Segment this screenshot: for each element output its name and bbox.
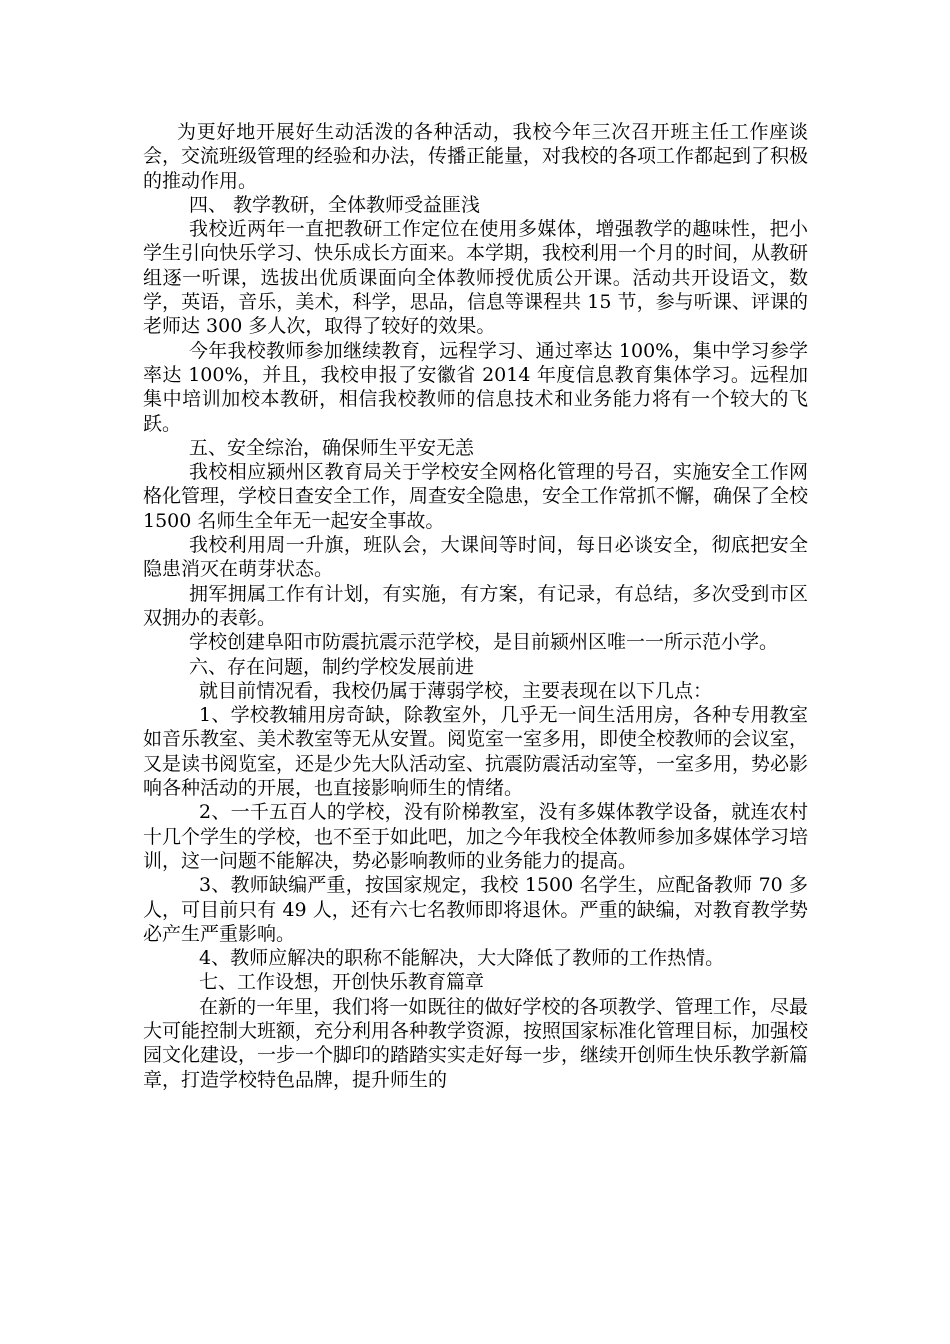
section-heading-teaching-research: 四、 教学教研，全体教师受益匪浅 xyxy=(189,193,481,216)
section-heading-work-plan: 七、工作设想，开创快乐教育篇章 xyxy=(199,971,485,994)
paragraph-class-teacher-meetings: 为更好地开展好生动活泼的各种活动，我校今年三次召开班主任工作座谈会，交流班级管理的经验和办法，传播正能量，对我校的各项工作都起到了积极的推动作用。 xyxy=(143,121,809,192)
paragraph-daily-safety: 我校利用周一升旗，班队会，大课间等时间，每日必谈安全，彻底把安全隐患消灭在萌芽状态。 xyxy=(143,534,808,581)
paragraph-safety-grid-management: 我校相应颍州区教育局关于学校安全网格化管理的号召，实施安全工作网格化管理，学校日查安全工作，周查安全隐患，安全工作常抓不懈，确保了全校 1500 名师生全年无一起安全事故。 xyxy=(143,461,809,532)
document-page xyxy=(143,120,808,1092)
paragraph-problems-intro: 就目前情况看，我校仍属于薄弱学校，主要表现在以下几点： xyxy=(199,679,713,702)
list-item-problem-4: 4、教师应解决的职称不能解决，大大降低了教师的工作热情。 xyxy=(199,947,725,970)
paragraph-earthquake-demo-school: 学校创建阜阳市防震抗震示范学校，是目前颍州区唯一一所示范小学。 xyxy=(189,631,779,654)
list-item-problem-1: 1、学校教辅用房奇缺，除教室外，几乎无一间生活用房，各种专用教室如音乐教室、美术教室等无从安置。阅览室一室多用，即使全校教师的会议室，又是读书阅览室，还是少先大队活动室、抗震防震活动室等，一室多用，势必影响各种活动的开展，也直接影响师生的情绪。 xyxy=(143,704,809,800)
paragraph-continuing-education: 今年我校教师参加继续教育，远程学习、通过率达 100%，集中学习参学率达 100%，并且，我校申报了安徽省 2014 年度信息教育集体学习。远程加集中培训加校本教研，相信我校教师的信息技术和业务能力将有一个较大的飞跃。 xyxy=(143,339,808,435)
paragraph-teaching-research: 我校近两年一直把教研工作定位在使用多媒体，增强教学的趣味性，把小学生引向快乐学习、快乐成长方面来。本学期，我校利用一个月的时间，从教研组逐一听课，选拔出优质课面向全体教师授优质公开课。活动共开设语文，数学，英语，音乐，美术，科学，思品，信息等课程共 15 节，参与听课、评课的老师达 300 多人次，取得了较好的效果。 xyxy=(143,218,809,338)
paragraph-military-support: 拥军拥属工作有计划，有实施，有方案，有记录，有总结，多次受到市区双拥办的表彰。 xyxy=(143,582,808,629)
paragraph-work-plan: 在新的一年里，我们将一如既往的做好学校的各项教学、管理工作，尽最大可能控制大班额，充分利用各种教学资源，按照国家标准化管理目标，加强校园文化建设，一步一个脚印的踏踏实实走好每一步，继续开创师生快乐教学新篇章，打造学校特色品牌，提升师生的 xyxy=(143,995,809,1091)
section-heading-problems: 六、存在问题，制约学校发展前进 xyxy=(189,655,475,678)
section-heading-safety: 五、安全综治，确保师生平安无恙 xyxy=(189,436,475,459)
list-item-problem-3: 3、教师缺编严重，按国家规定，我校 1500 名学生，应配备教师 70 多人，可目前只有 49 人，还有六七名教师即将退休。严重的缺编，对教育教学势必产生严重影响。 xyxy=(143,874,808,945)
list-item-problem-2: 2、一千五百人的学校，没有阶梯教室，没有多媒体教学设备，就连农村十几个学生的学校，也不至于如此吧，加之今年我校全体教师参加多媒体学习培训，这一问题不能解决，势必影响教师的业务能力的提高。 xyxy=(143,801,809,872)
